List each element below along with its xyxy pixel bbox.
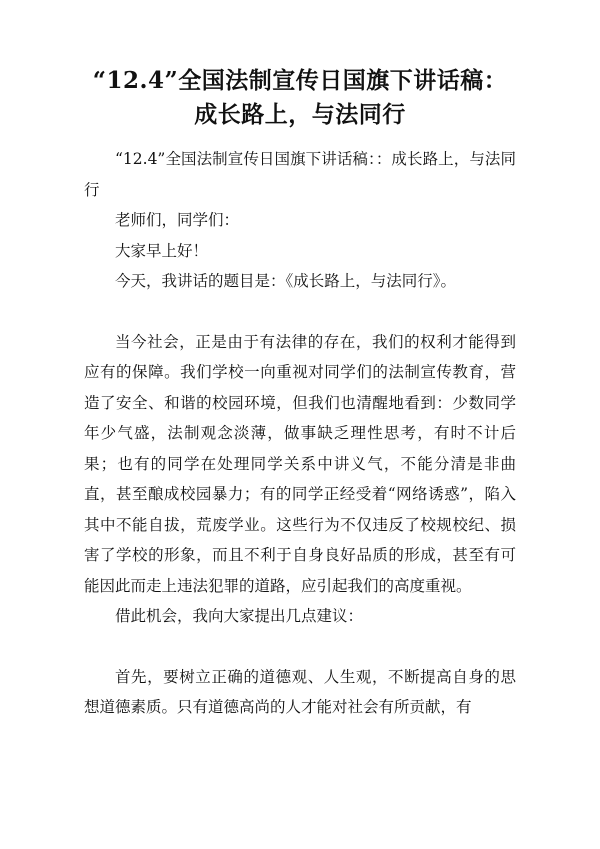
paragraph-gap xyxy=(84,632,516,662)
greeting-paragraph: 大家早上好！ xyxy=(115,241,209,260)
title-line-1: “12.4”全国法制宣传日国旗下讲话稿： xyxy=(92,67,508,94)
intro-paragraph: “12.4”全国法制宣传日国旗下讲话稿：：成长路上，与法同行 xyxy=(84,150,516,199)
salutation-paragraph: 老师们，同学们： xyxy=(115,211,240,229)
title-line-2: 成长路上，与法同行 xyxy=(194,101,406,128)
document-body xyxy=(84,144,516,723)
main-paragraph: 当今社会，正是由于有法律的存在，我们的权利才能得到应有的保障。我们学校一向重视对同学们的法制宣传教育，营造了安全、和谐的校园环境，但我们也清醒地看到：少数同学年少气盛，法制观念淡薄，做事缺乏理性思考，有时不计后果；也有的同学在处理同学关系中讲义气，不能分清是非曲直，甚至酿成校园暴力；有的同学正经受着“网络诱惑”，陷入其中不能自拔，荒废学业。这些行为不仅违反了校规校纪、损害了学校的形象，而且不利于自身良好品质的形成，甚至有可能因此而走上违法犯罪的道路，应引起我们的高度重视。 xyxy=(84,332,516,595)
paragraph-gap xyxy=(84,297,516,327)
suggestion-intro-paragraph: 借此机会，我向大家提出几点建议： xyxy=(115,607,364,625)
document-title xyxy=(84,64,516,132)
topic-paragraph: 今天，我讲话的题目是：《成长路上，与法同行》。 xyxy=(115,272,457,290)
first-suggestion-paragraph: 首先，要树立正确的道德观、人生观，不断提高自身的思想道德素质。只有道德高尚的人才能对社会有所贡献，有 xyxy=(84,667,516,716)
